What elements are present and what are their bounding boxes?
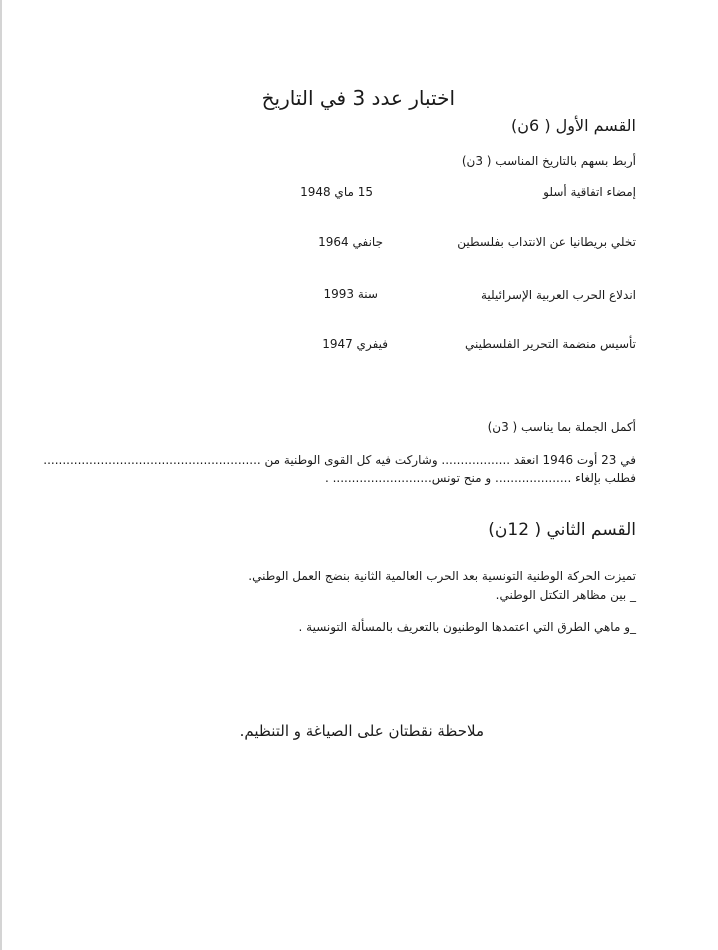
question-1: _ بين مظاهر التكتل الوطني. [495,588,636,602]
event-item: إمضاء اتفاقية أسلو [543,185,636,199]
event-item: تأسيس منضمة التحرير الفلسطيني [464,337,636,351]
question-2: _و ماهي الطرق التي اعتمدها الوطنيون بالتعريف بالمسألة التونسية . [298,620,636,634]
section-2-heading: القسم الثاني ( 12ن) [488,520,636,540]
grading-note: ملاحظة نقطتان على الصياغة و التنظيم. [239,722,484,740]
section-1-heading: القسم الأول ( 6ن) [511,116,636,135]
event-item: تخلي بريطانيا عن الانتداب بفلسطين [457,235,636,249]
date-item: جانفي 1964 [318,235,383,249]
section-2-intro: تميزت الحركة الوطنية التونسية بعد الحرب العالمية الثانية بنضج العمل الوطني. [248,569,636,583]
exam-title: اختبار عدد 3 في التاريخ [261,86,455,110]
part-2-instruction: أكمل الجملة بما يناسب ( 3ن) [487,420,636,434]
date-item: 15 ماي 1948 [300,185,373,199]
date-item: فيفري 1947 [322,337,388,351]
date-item: سنة 1993 [323,287,378,301]
fill-blank-line-1: في 23 أوت 1946 انعقد .................. وشاركت فيه كل القوى الوطنية من ......................................................... [43,453,636,467]
event-item: اندلاع الحرب العربية الإسرائيلية [480,288,636,302]
fill-blank-line-2: فطلب بإلغاء .................... و منح تونس.......................... . [324,471,636,485]
part-1-instruction: أربط بسهم بالتاريخ المناسب ( 3ن) [461,154,636,168]
